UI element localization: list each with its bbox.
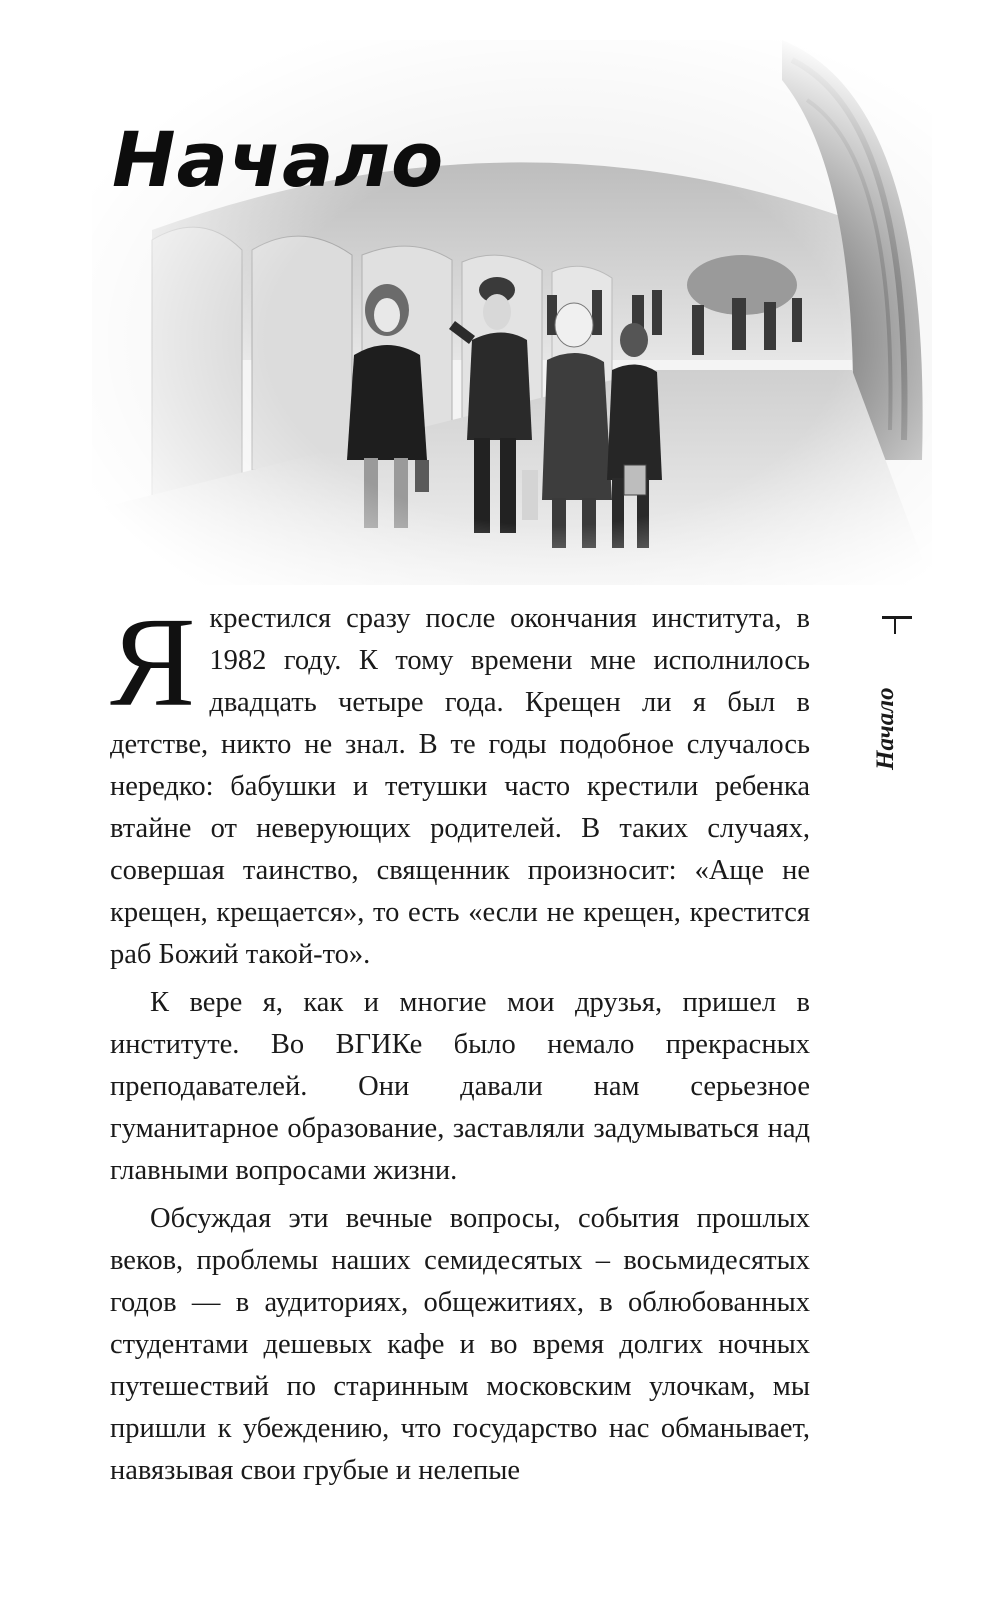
running-head-rule: [882, 616, 912, 619]
chapter-body: [110, 591, 810, 1492]
paragraph-1: [110, 591, 810, 976]
paragraph-1-text: крестился сразу после окончания института, в 1982 году. К тому времени мне исполнилось двадцать четыре года. Крещен ли я был в детстве, никто не знал. В те годы подобное случалось нередко: бабушки и тетушки часто крестили ребенка втайне от неверующих родителей. В таких случаях, совершая таинство, священник произносит: «Аще не крещен, крещается», то есть «если не крещен, крестится раб Божий такой-то».: [110, 603, 810, 970]
paragraph-3: Обсуждая эти вечные вопросы, события прошлых веков, проблемы наших семидесятых – восьмидесятых годов — в аудиториях, общежитиях, в облюбованных студентами дешевых кафе и во время долгих ночных путешествий по старинным московским улочкам, мы пришли к убеждению, что государство нас обманывает, навязывая свои грубые и нелепые: [110, 1203, 810, 1486]
running-head: Начало: [872, 687, 899, 770]
chapter-title: Начало: [112, 115, 445, 204]
paragraph-2: К вере я, как и многие мои друзья, пришел в институте. Во ВГИКе было немало прекрасных преподавателей. Они давали нам серьезное гуманитарное образование, заставляли задумываться над главными вопросами жизни.: [110, 987, 810, 1186]
drop-cap: Я: [110, 591, 196, 733]
